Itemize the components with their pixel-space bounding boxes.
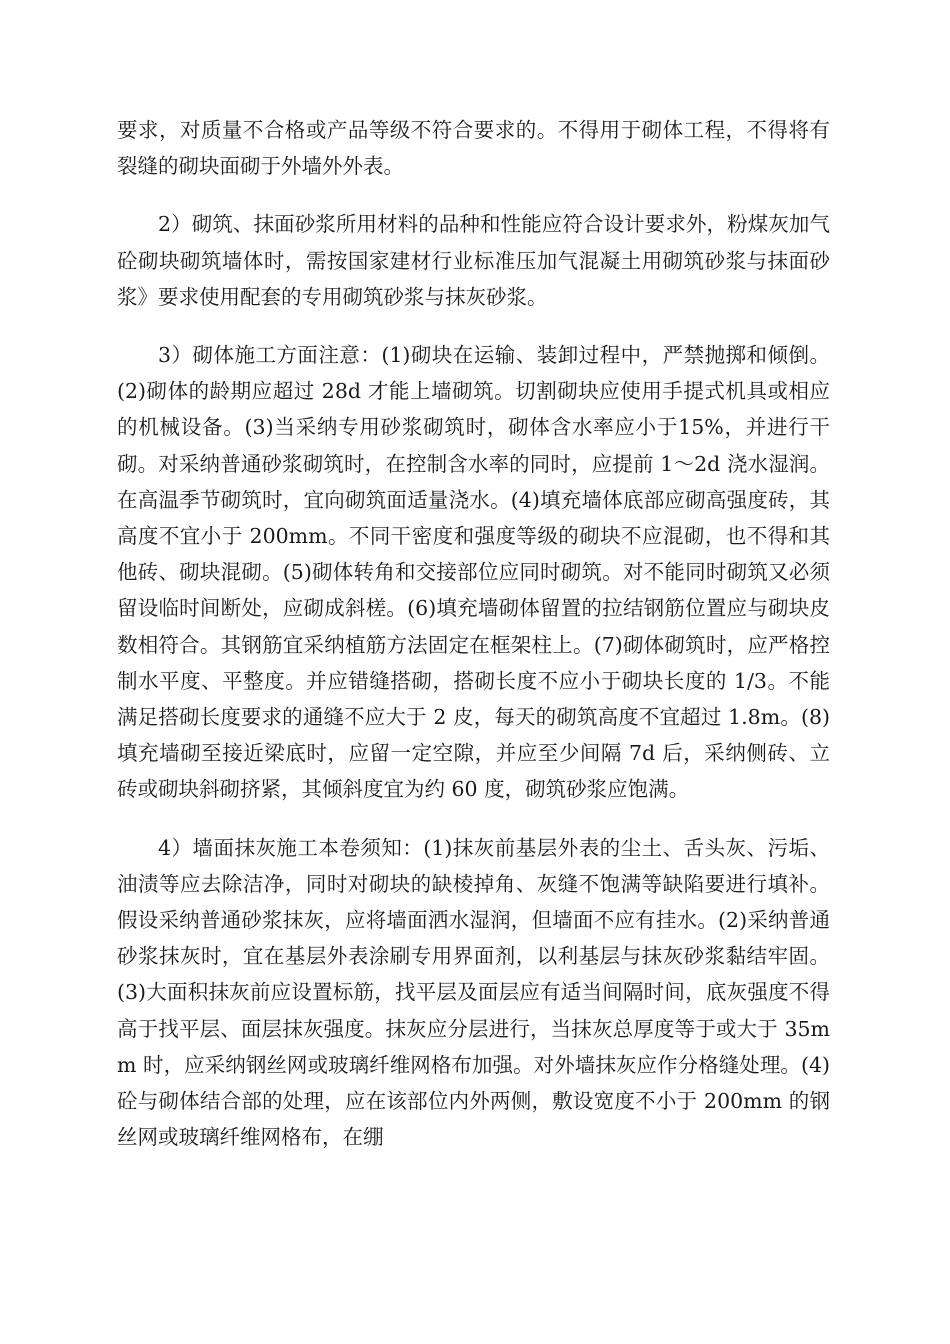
text-line: 的通缝不应大于 2 皮，每天的砌筑高度不宜超过 1.8m。(8)填充墙砌至接 — [117, 705, 830, 766]
document-body — [117, 112, 830, 1177]
text-line: 部位内外两侧，敷设宽度不小于 200mm 的钢丝网或玻璃纤维网格布，在绷 — [117, 1089, 830, 1150]
text-line: 2）砌筑、抹面砂浆所用材料的品种和性能应符合设计要求外，粉煤 — [158, 212, 769, 237]
text-line: 近梁底时，应留一定空隙，并应至少间隔 7d 后，采纳侧砖、立砖或砌块 — [117, 741, 831, 802]
text-line: 行填补。假设采纳普通砂浆抹灰，应将墙面洒水湿润，但墙面不应有挂 — [117, 871, 831, 933]
text-line: 与抹灰砂浆黏结牢固。(3)大面积抹灰前应设置标筋，找平层及面层应有 — [117, 944, 831, 1005]
text-line: 行，当抹灰总厚度等于或大于 35mm 时，应采纳钢丝网或玻璃纤维网格布 — [117, 1016, 831, 1077]
text-line: 具或相应的机械设备。(3)当采纳专用砂浆砌筑时，砌体含水率应小于 — [117, 379, 831, 440]
text-line: 适当间隔时间，底灰强度不得高于找平层、面层抹灰强度。抹灰应分层进 — [117, 980, 830, 1041]
paragraph-masonry-construction — [117, 337, 830, 808]
text-line: 应错缝搭砌，搭砌长度不应小于砌块长度的 1/3。不能满足搭砌长度要求 — [117, 668, 831, 730]
text-line: 3）砌体施工方面注意：(1)砌块在运输、装卸过程中，严禁抛掷和倾 — [158, 343, 789, 368]
text-line: 水。(2)采纳普通砂浆抹灰时，宜在基层外表涂刷专用界面剂，以利基层 — [117, 908, 831, 969]
paragraph-requirements-continued — [117, 112, 830, 184]
text-line: 垢、油渍等应去除洁净，同时对砌块的缺棱掉角、灰缝不饱满等缺陷要进 — [117, 835, 830, 896]
text-line: 要求，对质量不合格或产品等级不符合要求的。不得用于砌体工程，不得 — [117, 118, 789, 142]
text-line: 斜砌挤紧，其倾斜度宜为约 60 度，砌筑砂浆应饱满。 — [199, 777, 690, 802]
paragraph-wall-plastering — [117, 830, 830, 1156]
text-line: 15%，并进行干砌。对采纳普通砂浆砌筑时，在控制含水率的同时，应提 — [117, 415, 830, 476]
text-line: 墙体底部应砌高强度砖，其高度不宜小于 200mm。不同干密度和强度等级 — [117, 487, 830, 549]
text-line: 浆与抹面砂浆》要求使用配套的专用砌筑砂浆与抹灰砂浆。 — [117, 248, 831, 309]
text-line: 方法固定在框架柱上。(7)砌体砌筑时，应严格控制水平度、平整度。并 — [117, 632, 830, 693]
text-line: 填充墙砌体留置的拉结钢筋位置应与砌块皮数相符合。其钢筋宜采纳植筋 — [117, 596, 830, 657]
paragraph-mortar-materials — [117, 206, 830, 315]
text-line: 灰加气砼砌块砌筑墙体时，需按国家建材行业标准压加气混凝土用砌筑砂 — [117, 212, 830, 273]
text-line: 加强。对外墙抹灰应作分格缝处理。(4)砼与砌体结合部的处理，应在该 — [117, 1052, 830, 1114]
text-line: 前 1～2d 浇水湿润。在高温季节砌筑时，宜向砌筑面适量浇水。(4)填充 — [117, 451, 830, 512]
text-line: 应同时砌筑。对不能同时砌筑又必须留设临时间断处，应砌成斜槎。(6) — [117, 560, 830, 621]
text-line: 的砌块不应混砌，也不得和其他砖、砌块混砌。(5)砌体转角和交接部位 — [117, 524, 830, 585]
text-line: 倒。(2)砌体的龄期应超过 28d 才能上墙砌筑。切割砌块应使用手提式机 — [117, 343, 830, 404]
text-line: 将有裂缝的砌块面砌于外墙外外表。 — [117, 118, 831, 179]
text-line: 4）墙面抹灰施工本卷须知：(1)抹灰前基层外表的尘土、舌头灰、污 — [158, 835, 789, 860]
